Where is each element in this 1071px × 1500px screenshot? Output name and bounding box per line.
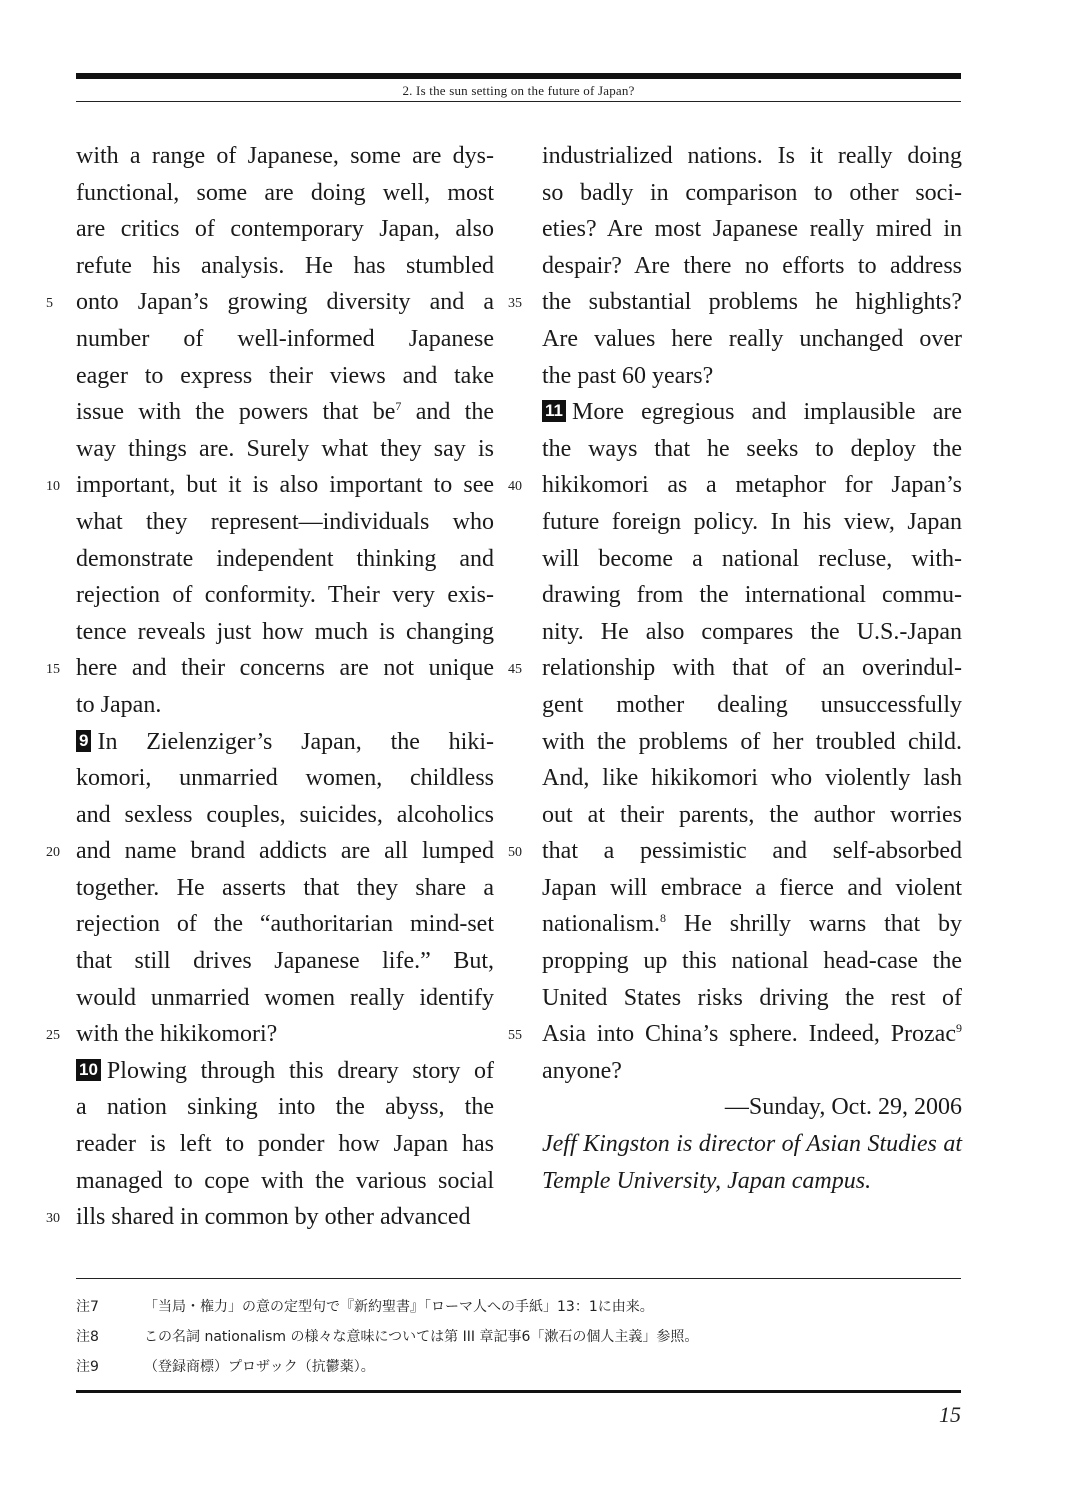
footnote-text: この名詞 nationalism の様々な意味については第 III 章記事6「漱石の個人主義」参照。 [144,1329,699,1345]
line-text: nity. He also compares the U.S.-Japan [542,618,962,645]
line-text: that still drives Japanese life.” But, [76,948,494,975]
text-line [542,358,962,395]
text-line [542,980,962,1017]
line-text: rejection of conformity. Their very exis- [76,582,494,609]
text-line [542,943,962,980]
line-text: important, but it is also important to see [76,472,494,499]
text-line [46,467,494,504]
line-text: a nation sinking into the abyss, the [76,1094,494,1121]
footnote-ref: 8 [659,911,666,926]
text-line [76,687,494,724]
text-line [508,650,962,687]
text-line [76,358,494,395]
line-text: and sexless couples, suicides, alcoholics [76,801,494,828]
line-number: 40 [508,479,522,495]
line-number: 25 [46,1028,60,1044]
line-text: rejection of the “authoritarian mind-set [76,911,494,938]
line-text: the substantial problems he highlights? [542,289,962,316]
line-text: tence reveals just how much is changing [76,618,494,645]
text-line [542,797,962,834]
paragraph-number-badge: 11 [542,400,566,422]
line-text: way things are. Surely what they say is [76,435,494,462]
line-text: will become a national recluse, with- [542,545,962,572]
line-text: the past 60 years? [542,362,714,389]
line-text: gent mother dealing unsuccessfully [542,691,962,718]
line-number: 10 [46,479,60,495]
footnote-label: 注7 [76,1299,99,1315]
text-line [542,211,962,248]
line-text: here and their concerns are not unique [76,655,494,682]
text-line [76,211,494,248]
left-column [46,138,494,1236]
line-text: reader is left to ponder how Japan has [76,1131,494,1158]
line-number: 20 [46,845,60,861]
line-text: and the [401,399,494,426]
line-text: and name brand addicts are all lumped [76,838,494,865]
footnotes [76,1292,961,1382]
text-line [542,394,962,431]
author-byline: Temple University, Japan campus. [542,1167,872,1194]
text-line [76,394,494,431]
text-line [76,943,494,980]
right-column [508,138,962,1199]
text-line [76,504,494,541]
text-line [46,1016,494,1053]
page-number: 15 [939,1402,961,1427]
line-text: the ways that he seeks to deploy the [542,435,962,462]
line-text: nationalism. [542,911,660,938]
line-text: demonstrate independent thinking and [76,545,494,572]
line-text: More egregious and implausible are [571,399,962,426]
line-number: 55 [508,1028,522,1044]
line-text: Are values here really unchanged over [542,325,962,352]
footnote-7 [76,1292,961,1322]
footnote-ref: 9 [956,1021,962,1036]
text-line [542,870,962,907]
line-text: eager to express their views and take [76,362,494,389]
line-text: issue with the powers that be [76,399,396,426]
line-number: 45 [508,662,522,678]
text-line [508,467,962,504]
text-line [76,724,494,761]
text-line [76,321,494,358]
line-text: Japan will embrace a fierce and violent [542,874,962,901]
line-text: Asia into China’s sphere. Indeed, Prozac [542,1021,956,1048]
line-number: 15 [46,662,60,678]
text-line [542,614,962,651]
paragraph-number-badge: 10 [76,1059,101,1081]
line-text: what they represent—individuals who [76,508,494,535]
running-head: 2. Is the sun setting on the future of Japan? [402,83,635,98]
text-line [542,138,962,175]
line-number: 5 [46,296,53,312]
text-line [542,724,962,761]
bottom-rule [76,1390,961,1393]
text-line [76,906,494,943]
text-line [46,833,494,870]
line-text: refute his analysis. He has stumbled [76,252,494,279]
line-text: out at their parents, the author worries [542,801,962,828]
footnote-rule [76,1278,961,1279]
text-line [76,980,494,1017]
text-line [76,797,494,834]
line-text: together. He asserts that they share a [76,874,494,901]
paragraph-number-badge: 9 [76,730,91,752]
text-line [542,175,962,212]
text-line [76,870,494,907]
text-line [76,614,494,651]
line-text: to Japan. [76,691,162,718]
text-line [508,284,962,321]
text-line [542,760,962,797]
dateline: —Sunday, Oct. 29, 2006 [724,1094,962,1121]
line-text: functional, some are doing well, most [76,179,494,206]
top-rule [76,73,961,79]
text-line [542,321,962,358]
line-text: Plowing through this dreary story of [106,1057,494,1084]
line-text: so badly in comparison to other soci- [542,179,962,206]
footnote-label: 注8 [76,1329,99,1345]
line-text: He shrilly warns that by [665,911,962,938]
line-text: would unmarried women really identify [76,984,494,1011]
text-line [46,1199,494,1236]
text-line [508,833,962,870]
line-text: eties? Are most Japanese really mired in [542,216,962,243]
line-text: United States risks driving the rest of [542,984,962,1011]
text-line [76,138,494,175]
line-text: number of well-informed Japanese [76,325,494,352]
text-line [76,431,494,468]
text-line [76,175,494,212]
text-line [542,906,962,943]
line-text: relationship with that of an overindul- [542,655,962,682]
text-line [542,577,962,614]
footnote-ref: 7 [395,399,402,414]
author-byline: Jeff Kingston is director of Asian Studies at [542,1131,962,1158]
line-text: propping up this national head-case the [542,948,962,975]
text-line [46,284,494,321]
text-line [542,248,962,285]
text-line [76,248,494,285]
line-text: that a pessimistic and self-absorbed [542,838,962,865]
line-text: hikikomori as a metaphor for Japan’s [542,472,962,499]
text-line [76,1053,494,1090]
text-line [76,541,494,578]
text-line [542,504,962,541]
text-line [542,431,962,468]
text-line [46,650,494,687]
line-number: 50 [508,845,522,861]
line-text: onto Japan’s growing diversity and a [76,289,494,316]
line-text: despair? Are there no efforts to address [542,252,962,279]
line-text: komori, unmarried women, childless [76,765,494,792]
text-line [542,1053,962,1090]
line-text: with the hikikomori? [76,1021,278,1048]
line-text: are critics of contemporary Japan, also [76,216,494,243]
line-text: managed to cope with the various social [76,1167,494,1194]
footnote-text: （登録商標）プロザック（抗鬱薬）。 [144,1359,375,1375]
line-text: anyone? [542,1057,622,1084]
text-line [76,760,494,797]
text-line [542,687,962,724]
text-line [542,541,962,578]
line-number: 30 [46,1211,60,1227]
line-text: ills shared in common by other advanced [76,1204,471,1231]
footnote-8 [76,1322,961,1352]
text-line [76,1089,494,1126]
line-text: And, like hikikomori who violently lash [542,765,962,792]
footnote-text: 「当局・権力」の意の定型句で『新約聖書』「ローマ人への手紙」13：1に由来。 [144,1299,654,1315]
footnote-9 [76,1352,961,1382]
text-line [76,577,494,614]
text-line [76,1163,494,1200]
line-text: with a range of Japanese, some are dys- [76,143,494,169]
text-line [76,1126,494,1163]
line-text: with the problems of her troubled child. [542,728,962,755]
header-rule [76,101,961,102]
text-line [508,1016,962,1053]
line-text: industrialized nations. Is it really doing [542,143,962,169]
footnote-label: 注9 [76,1359,99,1375]
line-text: future foreign policy. In his view, Japan [542,508,962,535]
line-text: drawing from the international commu- [542,582,962,609]
line-number: 35 [508,296,522,312]
line-text: In Zielenziger’s Japan, the hiki- [97,728,494,755]
